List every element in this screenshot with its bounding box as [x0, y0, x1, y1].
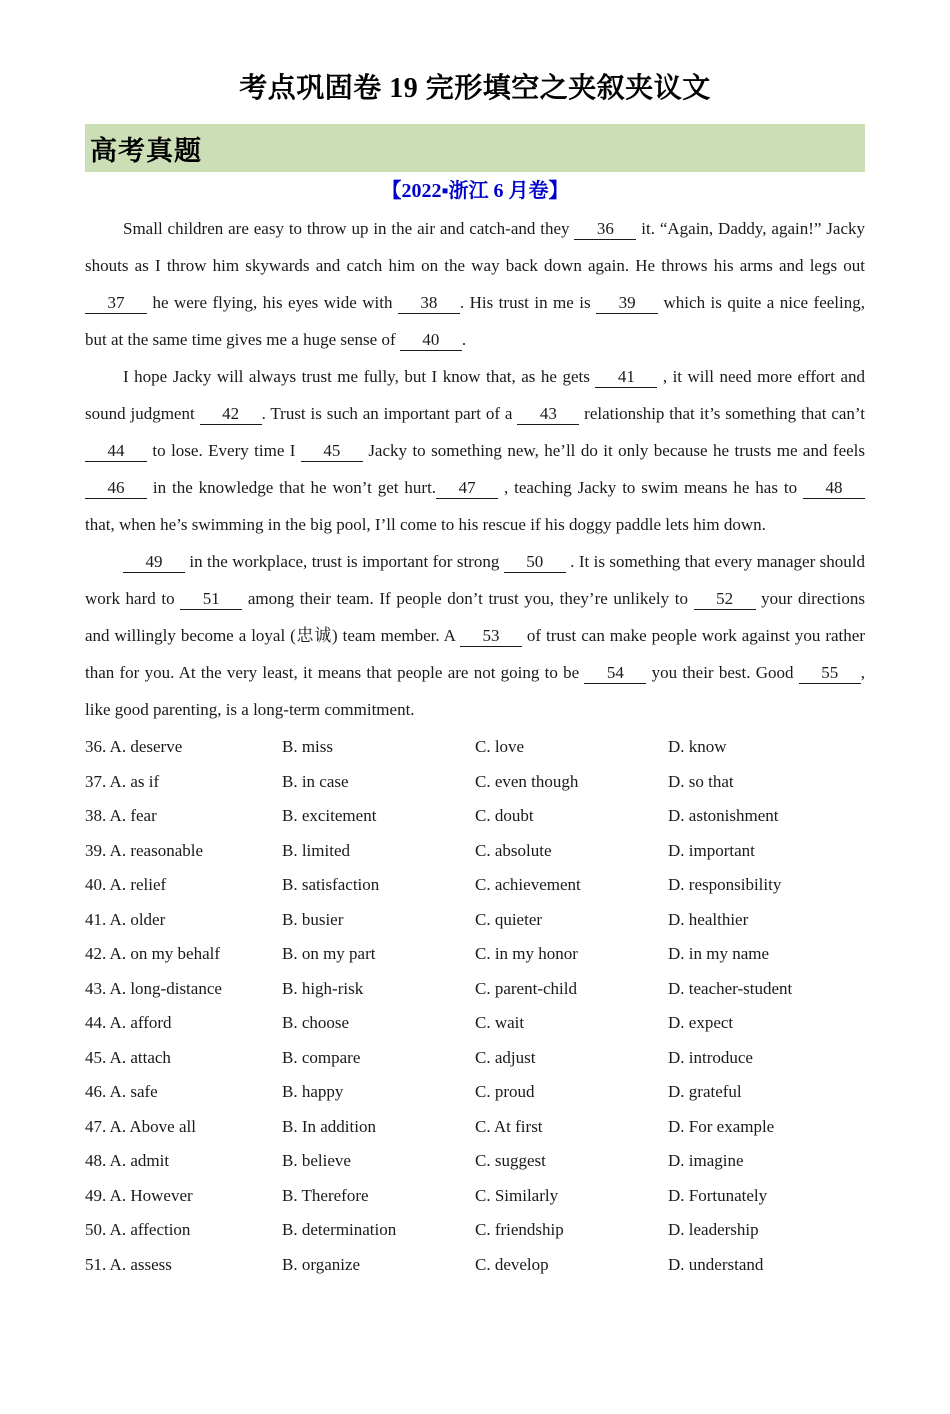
question-43-option-B: B. high-risk: [282, 978, 364, 998]
question-row-46: [85, 1075, 865, 1110]
section-banner: [85, 124, 865, 172]
question-49-option-A: 49. A. However: [85, 1185, 193, 1205]
question-50-option-A: 50. A. affection: [85, 1220, 191, 1240]
question-51-option-C: C. develop: [475, 1254, 549, 1274]
question-row-42: [85, 937, 865, 972]
question-row-45: [85, 1041, 865, 1076]
question-49-option-C: C. Similarly: [475, 1185, 559, 1205]
question-41-option-C: C. quieter: [475, 909, 543, 929]
question-37-option-A: 37. A. as if: [85, 771, 160, 791]
question-41-option-B: B. busier: [282, 909, 344, 929]
blank-37: 37: [85, 293, 147, 314]
cloze-passage: [85, 210, 865, 728]
question-43-option-A: 43. A. long-distance: [85, 978, 222, 998]
passage-paragraph-1: Small children are easy to throw up in the air and catch-and they 36 it. “Again, Daddy, again!” Jacky shouts as I throw him skywards and catch him on the way back down again. He throws his arms and legs out 37 he were flying, his eyes wide with 38 . His trust in me is 39 which is quite a nice feeling, but at the same time gives me a huge sense of 40 .: [85, 219, 866, 349]
question-47-option-A: 47. A. Above all: [85, 1116, 196, 1136]
question-46-option-A: 46. A. safe: [85, 1082, 158, 1102]
question-51-option-A: 51. A. assess: [85, 1254, 172, 1274]
question-45-option-C: C. adjust: [475, 1047, 536, 1067]
question-44-option-B: B. choose: [282, 1013, 350, 1033]
question-50-option-D: D. leadership: [668, 1220, 759, 1240]
question-43-option-D: D. teacher-student: [668, 978, 793, 998]
question-48-option-D: D. imagine: [668, 1151, 744, 1171]
question-47-option-B: B. In addition: [282, 1116, 376, 1136]
question-37-option-B: B. in case: [282, 771, 349, 791]
blank-54: 54: [584, 663, 646, 684]
blank-40: 40: [400, 330, 462, 351]
question-37-option-D: D. so that: [668, 771, 734, 791]
blank-49: 49: [123, 552, 185, 573]
question-45-option-A: 45. A. attach: [85, 1047, 171, 1067]
question-44-option-C: C. wait: [475, 1013, 525, 1033]
question-49-option-D: D. Fortunately: [668, 1185, 768, 1205]
passage-paragraph-3: 49 in the workplace, trust is important for strong 50 . It is something that every manager should work hard to 51 among their team. If people don’t trust you, they’re unlikely to 52 your directions and willingly become a loyal (忠诚) team member. A 53 of trust can make people work against you rather than for you. At the very least, it means that people are not going to be 54 you their best. Good 55 , like good parenting, is a long-term commitment.: [85, 552, 865, 719]
document-page: [85, 70, 865, 1282]
question-row-47: [85, 1110, 865, 1145]
question-48-option-C: C. suggest: [475, 1151, 546, 1171]
question-47-option-D: D. For example: [668, 1116, 775, 1136]
question-36-option-D: D. know: [668, 737, 727, 757]
passage-paragraph-2: I hope Jacky will always trust me fully, but I know that, as he gets 41 , it will need more effort and sound judgment 42 . Trust is such an important part of a 43 relationship that it’s something that can’t 44 to lose. Every time I 45 Jacky to something new, he’ll do it only because he trusts me and feels 46 in the knowledge that he won’t get hurt. 47 , teaching Jacky to swim means he has to 48 that, when he’s swimming in the big pool, I’ll come to his rescue if his doggy paddle lets him down.: [85, 367, 865, 534]
question-row-48: [85, 1144, 865, 1179]
question-36-option-A: 36. A. deserve: [85, 737, 183, 757]
options-list: [85, 730, 865, 1282]
blank-45: 45: [301, 441, 363, 462]
question-39-option-C: C. absolute: [475, 840, 552, 860]
blank-52: 52: [694, 589, 756, 610]
question-46-option-D: D. grateful: [668, 1082, 742, 1102]
question-51-option-D: D. understand: [668, 1254, 764, 1274]
question-row-49: [85, 1179, 865, 1214]
question-row-41: [85, 903, 865, 938]
blank-55: 55: [799, 663, 861, 684]
question-43-option-C: C. parent-child: [475, 978, 577, 998]
question-row-50: [85, 1213, 865, 1248]
blank-38: 38: [398, 293, 460, 314]
question-row-40: [85, 868, 865, 903]
question-45-option-D: D. introduce: [668, 1047, 753, 1067]
question-42-option-B: B. on my part: [282, 944, 376, 964]
blank-47: 47: [436, 478, 498, 499]
blank-50: 50: [504, 552, 566, 573]
question-42-option-D: D. in my name: [668, 944, 770, 964]
blank-43: 43: [517, 404, 579, 425]
blank-48: 48: [803, 478, 865, 499]
blank-53: 53: [460, 626, 522, 647]
question-50-option-C: C. friendship: [475, 1220, 564, 1240]
question-40-option-D: D. responsibility: [668, 875, 782, 895]
question-row-36: [85, 730, 865, 765]
question-46-option-B: B. happy: [282, 1082, 344, 1102]
question-50-option-B: B. determination: [282, 1220, 397, 1240]
question-48-option-A: 48. A. admit: [85, 1151, 170, 1171]
question-45-option-B: B. compare: [282, 1047, 361, 1067]
blank-39: 39: [596, 293, 658, 314]
blank-36: 36: [574, 219, 636, 240]
question-38-option-B: B. excitement: [282, 806, 377, 826]
question-row-44: [85, 1006, 865, 1041]
question-47-option-C: C. At first: [475, 1116, 543, 1136]
question-38-option-D: D. astonishment: [668, 806, 779, 826]
question-42-option-A: 42. A. on my behalf: [85, 944, 221, 964]
question-44-option-A: 44. A. afford: [85, 1013, 172, 1033]
question-36-option-C: C. love: [475, 737, 525, 757]
question-38-option-A: 38. A. fear: [85, 806, 157, 826]
question-48-option-B: B. believe: [282, 1151, 351, 1171]
blank-51: 51: [180, 589, 242, 610]
question-44-option-D: D. expect: [668, 1013, 734, 1033]
question-row-38: [85, 799, 865, 834]
question-49-option-B: B. Therefore: [282, 1185, 369, 1205]
question-row-37: [85, 765, 865, 800]
question-46-option-C: C. proud: [475, 1082, 535, 1102]
question-40-option-B: B. satisfaction: [282, 875, 380, 895]
question-36-option-B: B. miss: [282, 737, 334, 757]
question-51-option-B: B. organize: [282, 1254, 361, 1274]
question-39-option-B: B. limited: [282, 840, 350, 860]
section-banner-label: 高考真题: [90, 135, 202, 166]
page-title: 考点巩固卷 19 完形填空之夹叙夹议文: [239, 73, 711, 104]
question-37-option-C: C. even though: [475, 771, 579, 791]
question-row-51: [85, 1248, 865, 1283]
question-40-option-A: 40. A. relief: [85, 875, 167, 895]
question-row-39: [85, 834, 865, 869]
question-39-option-A: 39. A. reasonable: [85, 840, 204, 860]
blank-44: 44: [85, 441, 147, 462]
exam-source-heading: 【2022▪浙江 6 月卷】: [381, 180, 569, 202]
question-41-option-A: 41. A. older: [85, 909, 166, 929]
blank-42: 42: [200, 404, 262, 425]
question-40-option-C: C. achievement: [475, 875, 581, 895]
question-42-option-C: C. in my honor: [475, 944, 578, 964]
question-row-43: [85, 972, 865, 1007]
blank-46: 46: [85, 478, 147, 499]
blank-41: 41: [595, 367, 657, 388]
question-39-option-D: D. important: [668, 840, 755, 860]
question-41-option-D: D. healthier: [668, 909, 749, 929]
question-38-option-C: C. doubt: [475, 806, 534, 826]
